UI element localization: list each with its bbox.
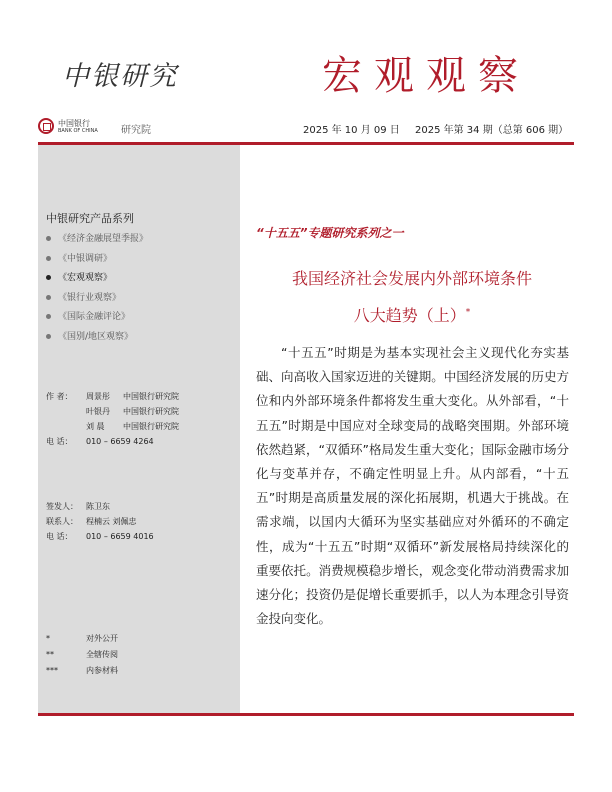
bullet-icon — [46, 295, 51, 300]
classification-legend — [46, 633, 118, 681]
brand-script-logo: 中银研究 — [62, 61, 178, 92]
series-subtitle: “十五五”专题研究系列之一 — [256, 226, 404, 240]
author-block — [46, 391, 179, 451]
logo-name-en: BANK OF CHINA — [58, 128, 98, 134]
bullet-icon — [46, 275, 51, 280]
phone-row: 电 话： 010 – 6659 4264 — [46, 437, 154, 446]
bullet-icon — [46, 314, 51, 319]
series-list — [46, 231, 148, 348]
series-item: 《国别/地区观察》 — [46, 329, 148, 349]
article-body: “十五五”时期是为基本实现社会主义现代化夯实基础、向高收入国家迈进的关键期。中国经济发展的历史方位和内外部环境条件都将发生重大变化。从外部看，“十五五”时期是中国应对全球变局的战略突围期。外部环境依然趋紧，“双循环”格局发生重大变化；国际金融市场分化与变革并存，不确定性明显上升。从内部看，“十五五”时期是高质量发展的深化拓展期，机遇大于挑战。在需求端，以国内大循环为坚实基础应对外循环的不确定性，成为“十五五”时期“双循环”新发展格局持续深化的重要依托。消费规模稳步增长，观念变化带动消费需求加速分化；投资仍是促增长重要抓手，以人为本理念引导资金投向变化。 — [256, 345, 569, 627]
author-row: 刘 晨 中国银行研究院 — [86, 422, 179, 431]
author-row: 叶银丹 中国银行研究院 — [86, 407, 179, 416]
bullet-icon — [46, 334, 51, 339]
bank-of-china-logo — [38, 118, 120, 136]
phone-row: 电 话： 010 – 6659 4016 — [46, 532, 154, 541]
bullet-icon — [46, 236, 51, 241]
bullet-icon — [46, 256, 51, 261]
report-title: 宏观观察 — [322, 53, 530, 99]
issue-number: 2025 年第 34 期（总第 606 期） — [415, 125, 569, 136]
logo-name-cn: 中国银行 — [58, 119, 90, 128]
legend-row: * 对外公开 — [46, 634, 118, 643]
series-item: 《银行业观察》 — [46, 290, 148, 310]
author-row: 作 者： 周景彤 中国银行研究院 — [46, 392, 179, 401]
series-item: 《经济金融展望季报》 — [46, 231, 148, 251]
signer-row: 签发人： 陈卫东 — [46, 502, 110, 511]
legend-row: *** 内参材料 — [46, 666, 118, 675]
contact-row: 联系人： 程楠云 刘佩忠 — [46, 517, 137, 526]
legend-row: ** 全辖传阅 — [46, 650, 118, 659]
signer-block — [46, 501, 154, 546]
series-item: 《中银调研》 — [46, 251, 148, 271]
series-item-current: 《宏观观察》 — [46, 270, 148, 290]
article-headline-line1: 我国经济社会发展内外部环境条件 — [291, 269, 532, 288]
footnote-marker: * — [465, 307, 471, 318]
series-heading: 中银研究产品系列 — [46, 212, 134, 225]
issue-date: 2025 年 10 月 09 日 — [303, 125, 400, 136]
boc-emblem-icon — [38, 118, 54, 134]
series-item: 《国际金融评论》 — [46, 309, 148, 329]
institute-label: 研究院 — [121, 125, 151, 136]
footer-divider — [38, 713, 574, 716]
article-headline-line2: 八大趋势（上）* — [353, 306, 471, 325]
